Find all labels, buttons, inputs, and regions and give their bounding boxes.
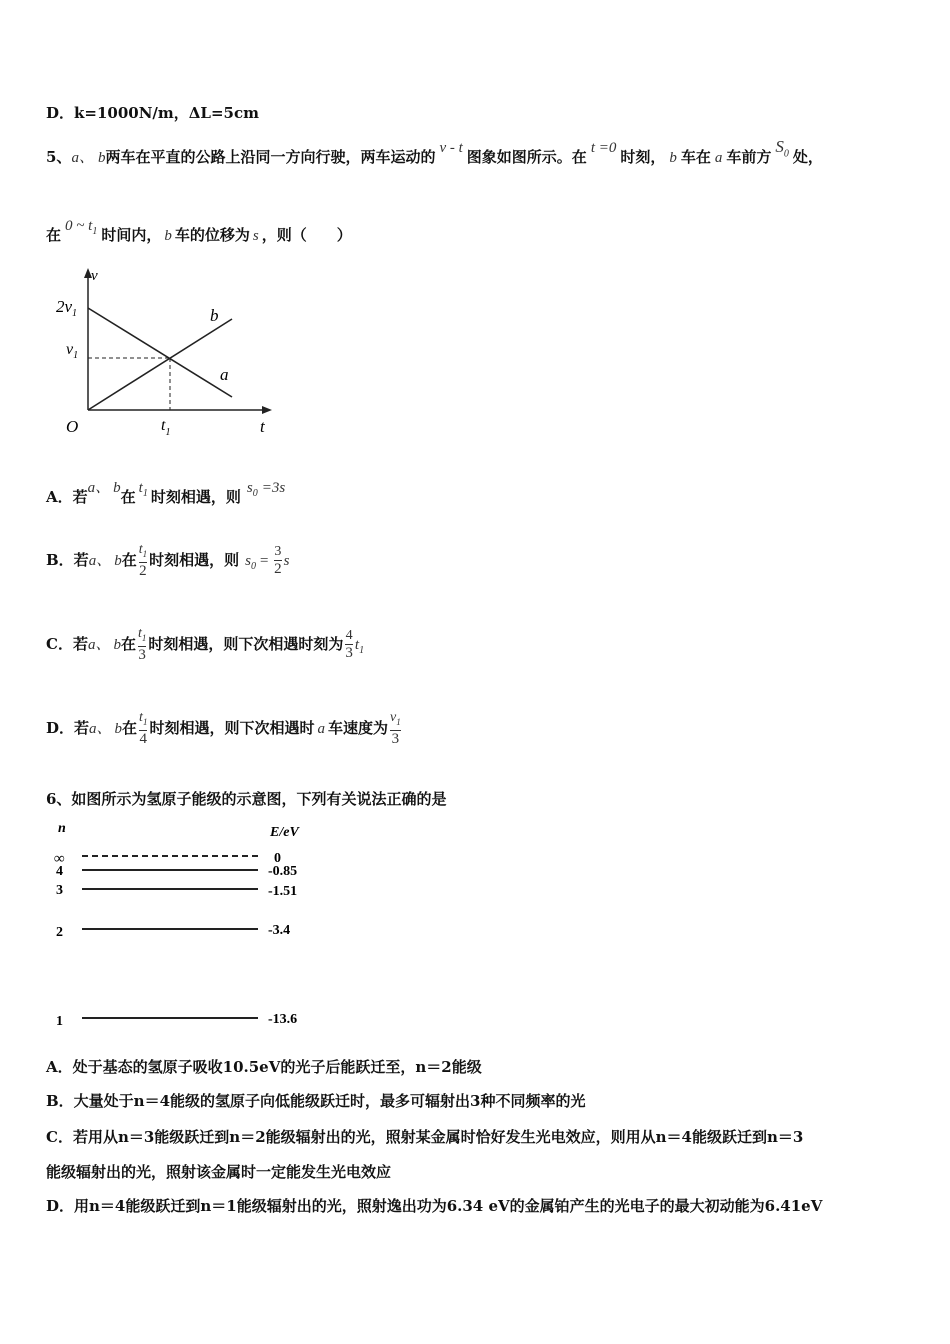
label-line-b: b [210,306,219,325]
svg-text:-13.6: -13.6 [268,1012,298,1027]
svg-text:-3.4: -3.4 [268,923,291,938]
q6-option-d: D．用n＝4能级跃迁到n＝1能级辐射出的光，照射逸出功为6.34 eV的金属铂产生的光电子的最大初动能为6.41eV [46,1197,823,1215]
q5-var-s: s [252,228,259,244]
q5-text3: 时刻， [620,148,666,166]
label-line-a: a [220,365,229,384]
q5-var-b3: b [164,228,172,244]
svg-text:0: 0 [274,851,281,866]
q5-var-b2: b [669,150,677,166]
q5-sep: 、 [78,150,94,166]
svg-text:1: 1 [56,1014,63,1029]
level-4 [56,864,297,879]
label-t1: $t_1$ [161,417,171,438]
q5-var-b: b [97,150,106,166]
q5-option-d: D．若a、 b在 $\frac{t_1}{4}$ 时刻相遇，则下次相遇时 a 车速度为 $\frac{v_1}{3}$ [46,710,401,747]
q5-text2: 图象如图所示。在 [466,148,587,166]
v-axis-label: v [91,268,98,284]
q5-l2-mid: 时间内， [101,226,162,244]
e-header: E/eV [270,825,299,840]
q5-l2-mid2: 车的位移为 [174,226,250,244]
svg-text:-1.51: -1.51 [268,884,298,899]
q5-t0: t =0 [590,140,617,156]
q5-stem-line2 [46,218,352,247]
level-3 [56,883,297,899]
svg-text:4: 4 [56,864,63,879]
q5-vt: v - t [439,140,463,156]
svg-text:3: 3 [56,883,63,898]
q5-var-a: a [71,150,79,166]
energy-level-diagram [48,818,328,1038]
level-2 [56,923,290,940]
q5-l2-end: ，则（ ） [261,226,352,244]
q5-text6: 处， [792,148,823,166]
q5-stem-line1 [46,137,823,169]
svg-text:∞: ∞ [54,851,65,867]
q5-var-a2: a [714,150,723,166]
level-1 [56,1012,297,1029]
q5-s0: $S_0$ [775,137,789,160]
origin-label: O [66,417,79,436]
svg-text:2: 2 [56,925,63,940]
q5-option-c: C．若a、 b在 $\frac{t_1}{3}$ 时刻相遇，则下次相遇时刻为 $\frac{4}{3}$ $t_1$ [46,626,365,663]
q5-text1: 两车在平直的公路上沿同一方向行驶，两车运动的 [105,148,436,166]
t-axis-label: t [260,417,265,436]
q5-number: 5、 [46,148,72,166]
q5-l2-pre: 在 [46,226,62,244]
q5-range: 0 ~ $t_1$ [65,218,98,237]
q5-option-b: B．若a、 b在 $\frac{t_1}{2}$ 时刻相遇，则 $s_0$ = $\frac{3}{2}$ s [46,542,290,579]
label-2v1: $2v_1$ [56,297,78,319]
line-b [88,319,232,410]
vt-graph [48,262,288,442]
q6-option-c-line1: C．若用从n＝3能级跃迁到n＝2能级辐射出的光，照射某金属时恰好发生光电效应，则用从n＝4能级跃迁到n＝3 [46,1128,804,1146]
level-infinity [54,851,281,867]
svg-text:-0.85: -0.85 [268,864,298,879]
t-axis-arrow [262,406,272,414]
q5-option-a: A．若a、 b在 $t_1$ 时刻相遇，则 $s_0 =3s$ [46,480,286,506]
q6-option-c-line2: 能级辐射出的光，照射该金属时一定能发生光电效应 [46,1163,392,1181]
n-header: n [58,821,66,836]
q6-stem: 6、如图所示为氢原子能级的示意图，下列有关说法正确的是 [46,790,447,808]
q5-text4: 车在 [680,148,711,166]
q6-option-a: A．处于基态的氢原子吸收10.5eV的光子后能跃迁至，n＝2能级 [46,1058,482,1076]
label-v1: $v_1$ [66,341,79,361]
q5-text5: 车前方 [726,148,772,166]
q6-option-b: B．大量处于n＝4能级的氢原子向低能级跃迁时，最多可辐射出3种不同频率的光 [46,1092,586,1110]
prev-option-d: D．k=1000N/m，ΔL=5cm [46,104,259,122]
